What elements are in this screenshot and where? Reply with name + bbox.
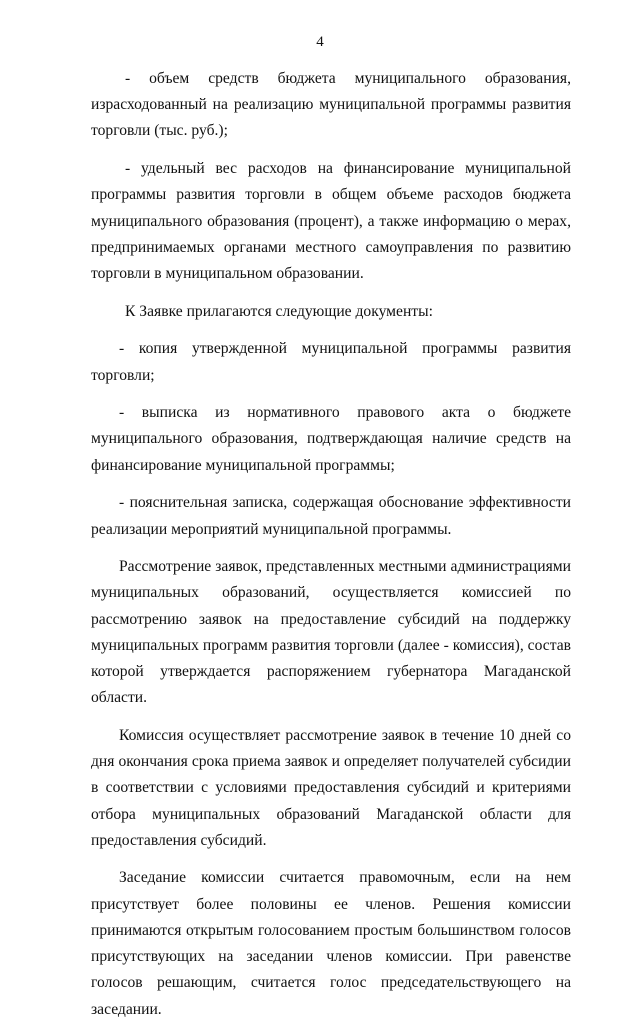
list-item-explanatory-note: - пояснительная записка, содержащая обоснование эффективности реализации мероприятий муниципальной программы. <box>91 494 571 538</box>
paragraph-documents-intro: К Заявке прилагаются следующие документы: <box>125 302 433 320</box>
document-body <box>91 66 571 1034</box>
paragraph-quorum: Заседание комиссии считается правомочным, если на нем присутствует более половины ее членов. Решения комиссии принимаются открытым голосованием простым большинством голосов присутствующих на заседании членов комиссии. При равенстве голосов решающим, считается голос председательствующего на заседании. <box>91 869 571 1018</box>
paragraph-review-period: Комиссия осуществляет рассмотрение заявок в течение 10 дней со дня окончания срока приема заявок и определяет получателей субсидии в соответствии с условиями предоставления субсидий и критериями отбора муниципальных образований Магаданской области для предоставления субсидий. <box>91 726 571 849</box>
list-item-program-copy: - копия утвержденной муниципальной программы развития торговли; <box>91 340 571 384</box>
page-number: 4 <box>316 34 324 50</box>
list-item-budget-extract: - выписка из нормативного правового акта о бюджете муниципального образования, подтверждающая наличие средств на финансирование муниципальной программы; <box>91 404 571 474</box>
paragraph-expense-share: - удельный вес расходов на финансирование муниципальной программы развития торговли в общем объеме расходов бюджета муниципального образования (процент), а также информацию о мерах, предпринимаемых органами местного самоуправления по развитию торговли в муниципальном образовании. <box>91 160 571 282</box>
paragraph-commission-review: Рассмотрение заявок, представленных местными администрациями муниципальных образований, осуществляется комиссией по рассмотрению заявок на предоставление субсидий на поддержку муниципальных программ развития торговли (далее - комиссия), состав которой утверждается распоряжением губернатора Магаданской области. <box>91 558 571 707</box>
paragraph-budget-expenditure: - объем средств бюджета муниципального образования, израсходованный на реализацию муниципальной программы развития торговли (тыс. руб.); <box>91 70 571 140</box>
